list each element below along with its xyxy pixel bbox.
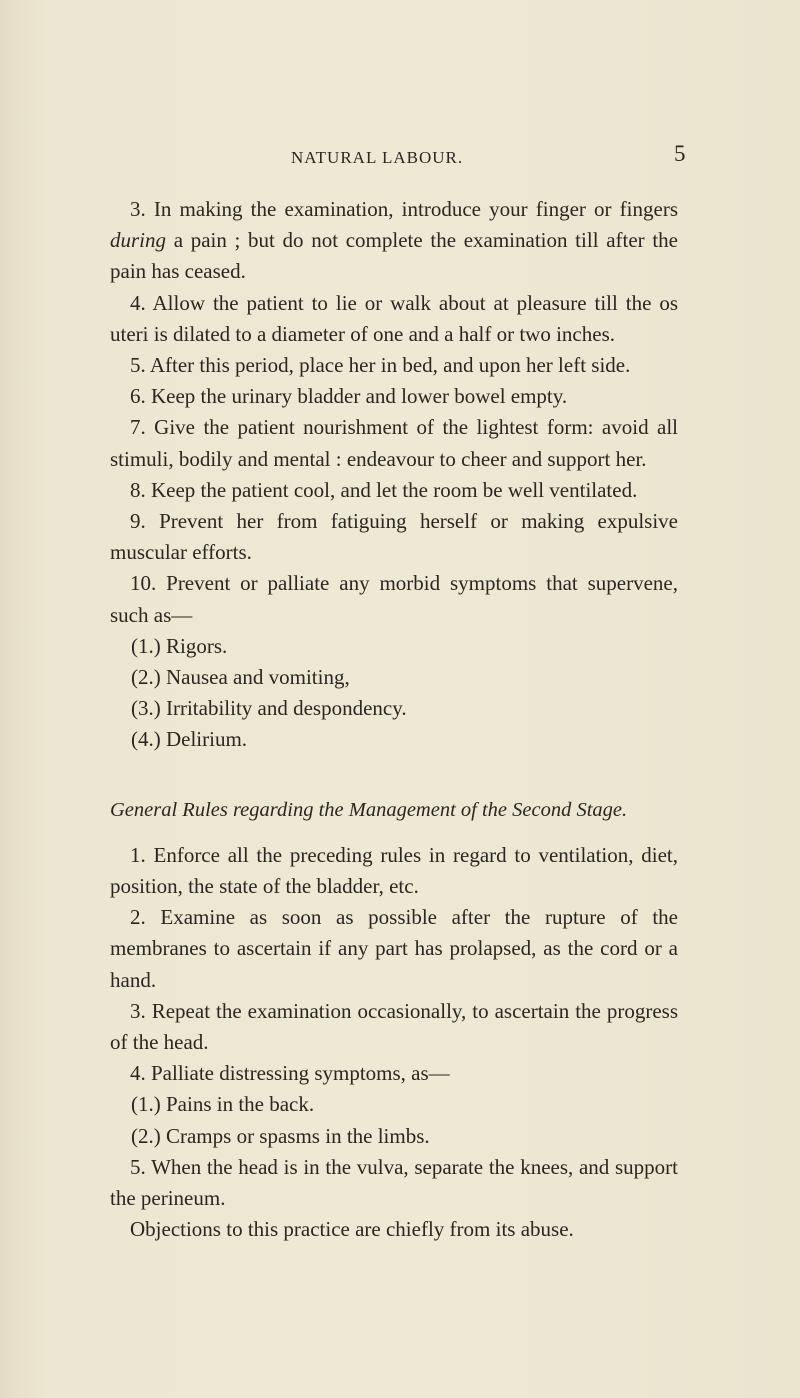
symptom-item: (4.) Delirium.	[131, 727, 248, 752]
page-number: 5	[674, 141, 687, 166]
rule-paragraph: 6. Keep the urinary bladder and lower bowel empty.	[130, 384, 568, 409]
rule-paragraph: 8. Keep the patient cool, and let the room be well ventilated.	[130, 477, 638, 502]
rule-paragraph: 2. Examine as soon as possible after the rupture of the membranes to ascertain if any part has prolapsed, as the cord or a hand.	[110, 905, 678, 992]
symptom-item: (2.) Nausea and vomiting,	[131, 665, 350, 690]
symptom-item: (2.) Cramps or spasms in the limbs.	[131, 1123, 430, 1148]
emphasis-text: during	[110, 228, 167, 253]
closing-line: Objections to this practice are chiefly from its abuse.	[130, 1217, 574, 1242]
running-title: NATURAL LABOUR.	[291, 148, 464, 167]
rule-paragraph: 7. Give the patient nourishment of the lightest form: avoid all stimuli, bodily and mental : endeavour to cheer and support her.	[110, 415, 678, 471]
rule-paragraph: 5. After this period, place her in bed, and upon her left side.	[130, 353, 631, 378]
rule-paragraph: 3. In making the examination, introduce your finger or fingers during a pain ; but do not complete the examination till after the pain has ceased.	[110, 197, 678, 284]
rule-paragraph: 4. Palliate distressing symptoms, as—	[130, 1061, 450, 1086]
section-heading: General Rules regarding the Management of the Second Stage.	[110, 798, 628, 821]
symptom-item: (1.) Pains in the back.	[131, 1092, 315, 1117]
rule-paragraph: 3. Repeat the examination occasionally, to ascertain the progress of the head.	[110, 998, 678, 1055]
rule-paragraph: 9. Prevent her from fatiguing herself or making expulsive muscular efforts.	[110, 509, 678, 565]
symptom-item: (1.) Rigors.	[131, 633, 228, 658]
rule-paragraph: 1. Enforce all the preceding rules in regard to ventilation, diet, position, the state of the bladder, etc.	[110, 842, 678, 899]
rule-paragraph: 4. Allow the patient to lie or walk about at pleasure till the os uteri is dilated to a diameter of one and a half or two inches.	[110, 290, 678, 346]
symptom-item: (3.) Irritability and despondency.	[131, 696, 407, 721]
page-body	[110, 194, 678, 1246]
rule-paragraph: 5. When the head is in the vulva, separate the knees, and support the perineum.	[110, 1154, 678, 1211]
rule-paragraph: 10. Prevent or palliate any morbid symptoms that supervene, such as—	[110, 571, 678, 627]
